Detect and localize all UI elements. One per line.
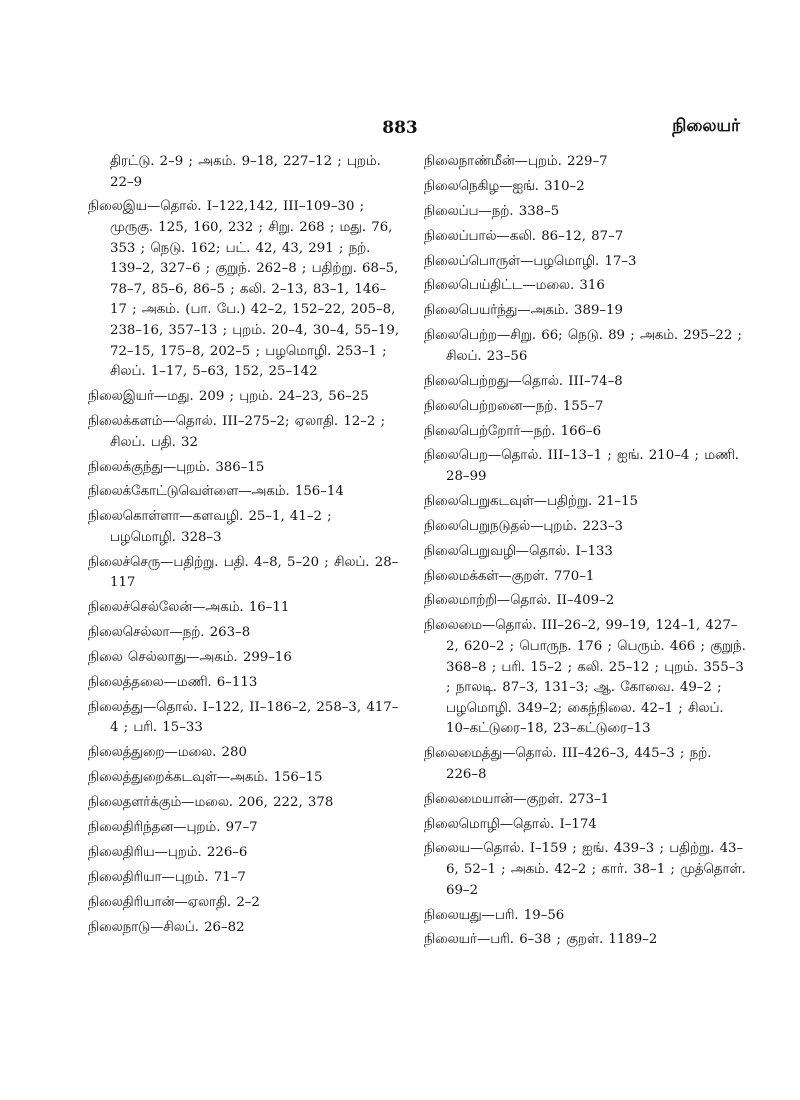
- index-entry: நிலைமொழி—தொல். I–174: [424, 816, 597, 832]
- index-entry: நிலைமைத்து—தொல். III–426–3, 445–3 ; நற். 226–8: [424, 746, 712, 782]
- index-entry: நிலைமாற்றி—தொல். II–409–2: [424, 593, 615, 609]
- index-entry: நிலைச்செல்லேன்—அகம். 16–11: [88, 600, 290, 616]
- index-entry: நிலைத்துறைக்கடவுள்—அகம். 156–15: [88, 770, 323, 786]
- index-entry: நிலைக்களம்—தொல். III–275–2; ஏலாதி. 12–2 ; சிலப். பதி. 32: [88, 414, 386, 450]
- index-entry: நிலைஇயர்—மது. 209 ; புறம். 24–23, 56–25: [88, 389, 369, 405]
- index-entry: நிலைதிரியா—புறம். 71–7: [88, 869, 246, 885]
- index-entry: நிலைநெகிழ—ஐங். 310–2: [424, 178, 585, 194]
- index-entry: நிலைப்பால்—கலி. 86–12, 87–7: [424, 228, 624, 244]
- index-entry: நிலைத்து—தொல். I–122, II–186–2, 258–3, 417–4 ; பரி. 15–33: [88, 699, 399, 736]
- index-entry: நிலைசெல்லா—நற். 263–8: [88, 625, 251, 641]
- index-entry: நிலைமை—தொல். III–26–2, 99–19, 124–1, 427–2, 620–2 ; பொருந. 176 ; பெரும். 466 ; குறுந். 368–8 ; பரி. 15–2 ; கலி. 25–12 ; புறம். 355–3 ; நாலடி. 87–3, 131–3; ஆ. கோவை. 49–2 ; பழமொழி. 349–2; கைந்நிலை. 42–1 ; சிலப். 10–கட்டுரை–18, 23–கட்டுரை–13: [424, 618, 746, 737]
- page-number: 883: [382, 118, 418, 138]
- index-entry: நிலைபெறுவழி—தொல். I–133: [424, 543, 613, 559]
- index-entry: நிலைபெயர்ந்து—அகம். 389–19: [424, 303, 623, 319]
- index-entry: நிலைதிரிந்தன—புறம். 97–7: [88, 819, 258, 835]
- left-column: [88, 152, 400, 942]
- index-entry: நிலைமையான்—குறள். 273–1: [424, 791, 610, 807]
- index-entry: நிலைபெய்திட்ட—மலை. 316: [424, 278, 605, 294]
- index-entry: நிலைதிரிய—புறம். 226–6: [88, 844, 248, 860]
- running-head: நிலையர்: [672, 116, 740, 136]
- right-column: [424, 152, 746, 955]
- index-entry: நிலைத்துறை—மலை. 280: [88, 745, 247, 761]
- index-entry: திரட்டு. 2–9 ; அகம். 9–18, 227–12 ; புறம். 22–9: [110, 154, 381, 190]
- index-entry: நிலையது—பரி. 19–56: [424, 907, 565, 923]
- index-entry: நிலைதளர்க்கும்—மலை. 206, 222, 378: [88, 795, 334, 811]
- index-entry: நிலைப்ப—நற். 338–5: [424, 203, 560, 219]
- index-entry: நிலைதிரியான்—ஏலாதி. 2–2: [88, 894, 260, 910]
- index-entry: நிலைபெற்றனை—நற். 155–7: [424, 398, 604, 414]
- index-entry: நிலைநாண்மீன்—புறம். 229–7: [424, 154, 608, 169]
- index-entry: நிலைக்கோட்டுவெள்ளை—அகம். 156–14: [88, 484, 344, 500]
- index-entry: நிலைமக்கள்—குறள். 770–1: [424, 568, 595, 584]
- index-entry: நிலைச்செரு—பதிற்று. பதி. 4–8, 5–20 ; சிலப். 28–117: [88, 554, 399, 591]
- index-entry: நிலைபெறுநடுதல்—புறம். 223–3: [424, 518, 623, 534]
- index-entry: நிலை செல்லாது—அகம். 299–16: [88, 650, 292, 666]
- index-entry: நிலைக்குந்து—புறம். 386–15: [88, 459, 265, 475]
- index-entry: நிலைபெற—தொல். III–13–1 ; ஐங். 210–4 ; மணி. 28–99: [424, 448, 739, 484]
- index-entry: நிலைபெற்றோர்—நற். 166–6: [424, 423, 602, 439]
- index-entry: நிலைகொள்ளா—களவழி. 25–1, 41–2 ; பழமொழி. 328–3: [88, 509, 332, 545]
- index-entry: நிலைஇய—தொல். I–122,142, III–109–30 ; முருகு. 125, 160, 232 ; சிறு. 268 ; மது. 76, 353 ; நெடு. 162; பட். 42, 43, 291 ; நற். 139–2, 327–6 ; குறுந். 262–8 ; பதிற்று. 68–5, 78–7, 85–6, 86–5 ; கலி. 2–13, 83–1, 146–17 ; அகம். (பா. பே.) 42–2, 152–22, 205–8, 238–16, 357–13 ; புறம். 20–4, 30–4, 55–19, 72–15, 175–8, 202–5 ; பழமொழி. 253–1 ; சிலப். 1–17, 5–63, 152, 25–142: [88, 199, 400, 380]
- index-entry: நிலைபெறுகடவுள்—பதிற்று. 21–15: [424, 493, 638, 509]
- index-entry: நிலைய—தொல். I–159 ; ஐங். 439–3 ; பதிற்று. 43–6, 52–1 ; அகம். 42–2 ; கார். 38–1 ; முத்தொள். 69–2: [424, 841, 746, 898]
- index-entry: நிலையர்—பரி. 6–38 ; குறள். 1189–2: [424, 932, 658, 948]
- index-entry: நிலைத்தலை—மணி. 6–113: [88, 674, 258, 690]
- index-entry: நிலைபெற்றது—தொல். III–74–8: [424, 373, 623, 389]
- index-entry: நிலைநாடு—சிலப். 26–82: [88, 919, 245, 935]
- index-entry: நிலைப்பொருள்—பழமொழி. 17–3: [424, 253, 637, 269]
- index-entry: நிலைபெற்ற—சிறு. 66; நெடு. 89 ; அகம். 295–22 ; சிலப். 23–56: [424, 328, 743, 364]
